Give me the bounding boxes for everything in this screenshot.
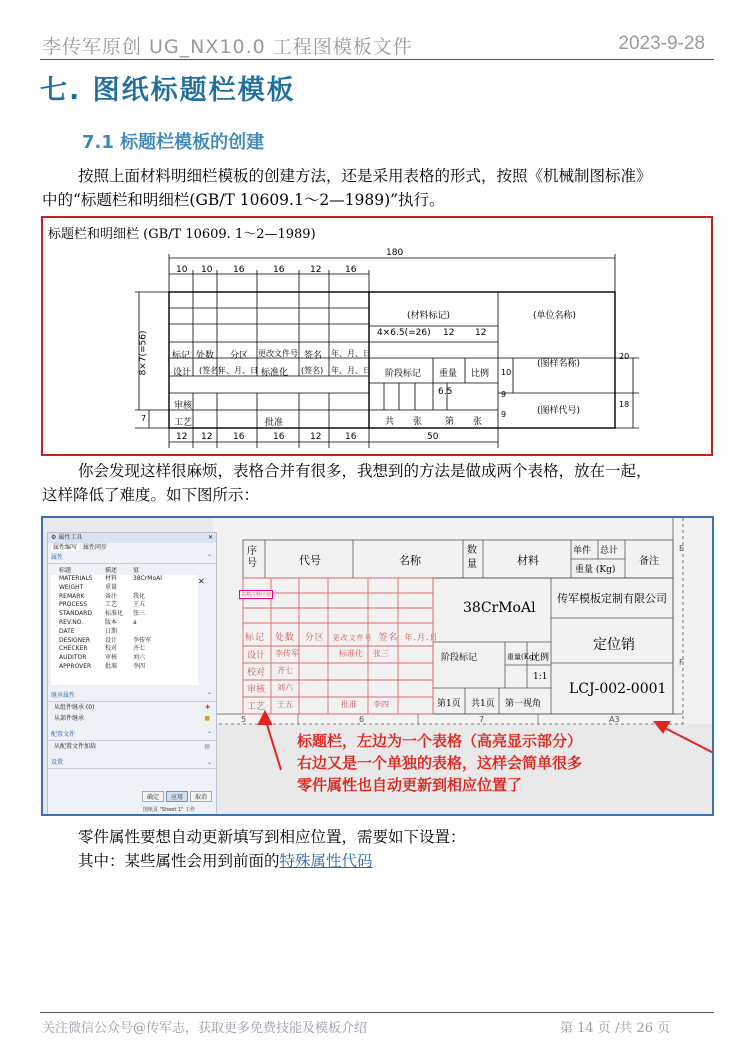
config-load-label: 从配置文件加载: [54, 743, 97, 750]
add-icon[interactable]: ✚: [204, 704, 210, 711]
cell-desc: 批准: [105, 662, 118, 670]
lbl-gengai: 更改文件号: [258, 349, 298, 358]
lbl-zhang1: 张: [413, 417, 423, 427]
chevron-up-icon: ⌃: [206, 692, 212, 699]
zone-a3: A3: [609, 715, 620, 724]
page-di: 第1页: [437, 699, 461, 709]
cell-biaozhunhua-name: 张三: [373, 649, 389, 658]
table-row[interactable]: [51, 593, 198, 602]
section-title: 七. 图纸标题栏模板: [40, 75, 296, 106]
bom-h-danjian: 单件: [573, 546, 592, 556]
cell-pizhun: 批准: [341, 700, 357, 709]
scale-value: 1:1: [533, 672, 548, 682]
file-icon[interactable]: ▤: [204, 743, 210, 750]
cell-title: PROCESS: [59, 601, 88, 609]
cell-title: APPROVER: [59, 662, 92, 670]
table-row[interactable]: [51, 628, 198, 637]
lbl-fenqu: 分区: [230, 351, 249, 361]
dim-left: 8×7(=56): [138, 330, 149, 376]
cell-value: [133, 628, 173, 637]
lbl-gongyi: 工艺: [174, 418, 193, 428]
lbl-daihao: (图样代号): [537, 406, 581, 416]
table-row[interactable]: [51, 584, 198, 593]
zone-6: 6: [359, 715, 365, 724]
zone-5: 5: [241, 715, 247, 724]
dialog-tabs: [48, 543, 216, 553]
dim-12b: 12: [475, 328, 487, 338]
dialog-titlebar: [48, 533, 216, 543]
dim-bot-2: 12: [201, 432, 213, 442]
props-table[interactable]: [51, 567, 198, 685]
lbl-shenhe: 审核: [174, 401, 193, 411]
lbl-pizhun: 批准: [265, 418, 284, 428]
cell-value: [133, 584, 173, 593]
cell-value: a: [133, 618, 137, 626]
table-row[interactable]: [51, 654, 198, 663]
cell-desc: 版本: [105, 618, 118, 626]
cell-value: 王五: [133, 601, 146, 609]
callout-line-1: 标题栏，左边为一个表格（高亮显示部分）: [297, 732, 583, 750]
section-config[interactable]: [48, 730, 216, 741]
page-number: 第 14 页 /共 26 页: [560, 1021, 671, 1036]
paragraph-3: 零件属性要想自动更新填写到相应位置，需要如下设置：: [78, 828, 466, 846]
lbl-gong: 共: [385, 417, 395, 427]
tab-attr-sync[interactable]: 属性同步: [82, 544, 107, 551]
lbl-jieduan-2: 阶段标记: [441, 653, 478, 663]
cell-title: MATERIALS: [59, 575, 93, 582]
dim-top-4: 16: [273, 265, 285, 275]
cell-desc: 重量: [105, 583, 118, 591]
view-type: 第一视角: [505, 699, 542, 709]
lbl-bili: 比例: [471, 369, 490, 379]
cell-chushu: 处数: [274, 633, 295, 643]
footer-note: 关注微信公众号@传军志，获取更多免费技能及模板介绍: [42, 1021, 368, 1036]
dim-top-1: 10: [176, 265, 188, 275]
dim-top-2: 10: [201, 265, 213, 275]
cell-biaoji: 标记: [245, 633, 266, 643]
bom-h-mingcheng: 名称: [399, 554, 421, 567]
lbl-nyr: 年、月、日: [331, 349, 371, 358]
paragraph-1-line-2: 中的“标题栏和明细栏(GB/T 10609.1～2—1989)”执行。: [42, 191, 445, 209]
callout-line-2: 右边又是一个单独的表格，这样会简单很多: [297, 754, 583, 772]
table-row[interactable]: [51, 663, 198, 672]
footer-divider: [40, 1012, 714, 1013]
cell-desc: 工艺: [105, 601, 118, 609]
cell-biaozhunhua: 标准化: [339, 649, 363, 658]
dim-bot-6: 16: [345, 432, 357, 442]
cell-title: AUDITOR: [59, 654, 87, 662]
row-biaoji: [245, 630, 439, 643]
lbl-zhongliang-2: 重量(Kg): [507, 653, 537, 661]
section-props-label: 属性: [51, 554, 64, 561]
section-props[interactable]: [48, 553, 216, 564]
props-rows: [51, 575, 198, 672]
cell-title: REMARK: [59, 592, 85, 600]
tab-attr-edit[interactable]: 属性编写: [53, 544, 78, 551]
cancel-button[interactable]: 取消: [190, 791, 212, 802]
cell-gongyi-name: 王五: [277, 700, 293, 709]
chevron-up-icon: ⌃: [206, 554, 212, 561]
lbl-cailiao: (材料标记): [407, 311, 451, 321]
page-gong: 共1页: [471, 699, 495, 709]
part-code: LCJ-002-0001: [569, 681, 667, 697]
dim-r9a: 9: [501, 390, 507, 399]
close-icon[interactable]: ✕: [207, 534, 213, 541]
table-row[interactable]: [51, 637, 198, 646]
cell-desc: 材料: [105, 575, 118, 582]
dim-left-small: 7: [141, 414, 147, 423]
lbl-tuyang: (图样名称): [537, 359, 581, 369]
ok-button[interactable]: 确定: [142, 791, 164, 802]
section-subtitle: 7.1 标题栏模板的创建: [82, 132, 265, 153]
section-config-label: 配置文件: [51, 731, 76, 738]
special-attr-code-link[interactable]: 特殊属性代码: [279, 852, 373, 870]
company-name: 传军模板定制有限公司: [557, 592, 667, 605]
inherit-from-part[interactable]: [48, 713, 216, 724]
cell-value: 齐七: [133, 645, 146, 653]
lbl-chushu: 处数: [196, 351, 215, 361]
cell-shenhe-name: 刘六: [277, 683, 293, 692]
zone-e: E: [679, 544, 685, 553]
figure-caption: 标题栏和明细栏 (GB/T 10609. 1～2—1989): [48, 227, 316, 242]
section-inherit-label: 继承属性: [51, 692, 76, 699]
cell-value: 38CrMoAl: [133, 575, 162, 582]
paragraph-1-line-1: 按照上面材料明细栏模板的创建方法，还是采用表格的形式，按照《机械制图标准》: [78, 167, 652, 185]
cell-desc: 设计: [105, 636, 118, 644]
dim-6-5: 6.5: [438, 387, 453, 397]
dialog-buttons: [142, 791, 212, 802]
remove-icon[interactable]: ✕: [198, 577, 205, 586]
lbl-qianming3: (签名): [301, 366, 324, 375]
zone-7: 7: [479, 715, 485, 724]
cell-title: DATE: [59, 627, 75, 635]
dialog-title: 属性工具: [58, 534, 83, 541]
gear-icon: ⚙: [51, 534, 57, 541]
cell-value: 李四: [133, 662, 146, 670]
lbl-biaozhunhua: 标准化: [261, 368, 289, 378]
col-title: 标题: [59, 567, 72, 574]
bom-h-zhongliang: 重量 (Kg): [575, 565, 616, 575]
lbl-zhongliang: 重量: [439, 369, 458, 379]
chevron-down-icon: ⌄: [206, 759, 212, 766]
table-row[interactable]: [51, 645, 198, 654]
cell-value: 李传军: [133, 636, 152, 644]
inherit-from-component[interactable]: [48, 702, 216, 713]
section-settings[interactable]: [48, 758, 216, 769]
cell-title: DESIGNER: [59, 636, 91, 644]
cell-sheji-name: 李传军: [275, 649, 299, 658]
cell-title: STANDARD: [59, 610, 93, 618]
paragraph-4: [78, 849, 373, 873]
lbl-danwei: (单位名称): [533, 311, 577, 321]
bom-h-zongji: 总计: [600, 546, 619, 556]
bom-h-daihao: 代号: [299, 554, 321, 567]
dim-bot-7: 50: [427, 432, 439, 442]
cell-gongyi: 工艺: [247, 702, 266, 712]
table-row[interactable]: [51, 610, 198, 619]
bom-h-shuliang: 数量: [467, 545, 477, 570]
dim-r9b: 9: [501, 410, 507, 419]
bom-h-beizhu: 备注: [639, 556, 659, 567]
lbl-di: 第: [445, 417, 455, 427]
dim-top-3: 16: [233, 265, 245, 275]
inherit-from-component-label: 从组件继承 (0): [54, 704, 95, 711]
section-inherit[interactable]: [48, 691, 216, 702]
paragraph-2-line-1: 你会发现这样很麻烦，表格合并有很多，我想到的方法是做成两个表格，放在一起，: [78, 462, 652, 480]
bom-h-cailiao: 材料: [517, 554, 539, 567]
apply-button[interactable]: 应用: [166, 791, 188, 802]
cell-nyr: 年.月.日: [404, 633, 439, 642]
table-row[interactable]: [51, 575, 198, 584]
lbl-jieduan: 阶段标记: [385, 369, 422, 379]
zone-f: F: [679, 658, 684, 667]
cell-gengai: 更改文件号: [332, 634, 373, 642]
table-note-tag: 表格注释区域: [241, 592, 272, 598]
part-name: 定位销: [593, 637, 635, 653]
lbl-sheji: 设计: [173, 368, 192, 378]
lbl-nyr2: 年、月、日: [218, 366, 258, 375]
bom-h-xuhao: 序号: [247, 546, 257, 569]
lbl-qianming: 签名: [304, 351, 323, 361]
figure-nx-screenshot: [41, 516, 714, 816]
cell-desc: 日期: [105, 627, 118, 635]
folder-icon[interactable]: ■: [204, 715, 210, 722]
cell-jiaodui-name: 齐七: [277, 666, 293, 675]
cell-desc: 审核: [105, 654, 118, 662]
cell-value: 张三: [133, 610, 146, 618]
lbl-bili-2: 比例: [531, 653, 550, 663]
header-divider: [40, 59, 714, 60]
dim-r18: 18: [619, 400, 630, 409]
inherit-from-part-label: 从部件继承: [54, 715, 85, 722]
status-bar: 图纸页 "Sheet 1" 工作: [143, 807, 196, 813]
col-value: 值: [133, 567, 140, 574]
paragraph-4-prefix: 其中：某些属性会用到前面的: [78, 852, 280, 870]
cell-shenhe: 审核: [247, 685, 266, 695]
header-date: 2023-9-28: [618, 33, 705, 54]
table-row[interactable]: [51, 619, 198, 628]
cell-value: 我化: [133, 592, 146, 600]
cell-desc: 校对: [105, 645, 118, 653]
table-row[interactable]: [51, 601, 198, 610]
dim-r20: 20: [619, 352, 630, 361]
material-value: 38CrMoAl: [463, 600, 536, 616]
cell-jiaodui: 校对: [247, 668, 266, 678]
dim-top-5: 12: [310, 265, 322, 275]
dim-bot-4: 16: [273, 432, 285, 442]
dim-bot-3: 16: [233, 432, 245, 442]
dim-total: 180: [386, 248, 404, 258]
header-title: 李传军原创 UG_NX10.0 工程图模板文件: [42, 36, 413, 58]
lbl-nyr3: 年、月、日: [331, 366, 371, 375]
dim-top-6: 16: [345, 265, 357, 275]
cell-sheji: 设计: [247, 651, 266, 661]
props-header: [51, 567, 198, 575]
cell-desc: 标准化: [105, 610, 124, 618]
cell-qianming: 签名: [378, 633, 399, 643]
attribute-tool-dialog: [47, 532, 217, 816]
cell-value: 刘六: [133, 654, 146, 662]
config-load[interactable]: [48, 741, 216, 752]
lbl-biaoji: 标记: [172, 351, 191, 361]
dim-bot-1: 12: [176, 432, 188, 442]
col-desc: 描述: [105, 567, 118, 574]
lbl-qianming2: (签名): [199, 366, 222, 375]
section-settings-label: 设置: [51, 759, 64, 766]
cell-title: REV.NO.: [59, 618, 84, 626]
cell-fenqu: 分区: [304, 633, 325, 643]
figure-title-block-standard: [41, 216, 713, 456]
dim-sub: 4×6.5(=26): [377, 328, 431, 338]
dim-r10: 10: [501, 368, 512, 377]
cell-title: CHECKER: [59, 645, 88, 653]
cell-title: WEIGHT: [59, 583, 84, 591]
cell-desc: 备注: [105, 592, 118, 600]
chevron-up-icon: ⌃: [206, 731, 212, 738]
callout-line-3: 零件属性也自动更新到相应位置了: [297, 776, 523, 794]
dim-12a: 12: [443, 328, 455, 338]
lbl-zhang2: 张: [473, 417, 483, 427]
cell-pizhun-name: 李四: [373, 700, 389, 709]
dim-bot-5: 12: [310, 432, 322, 442]
paragraph-2-line-2: 这样降低了难度。如下图所示：: [42, 486, 260, 504]
